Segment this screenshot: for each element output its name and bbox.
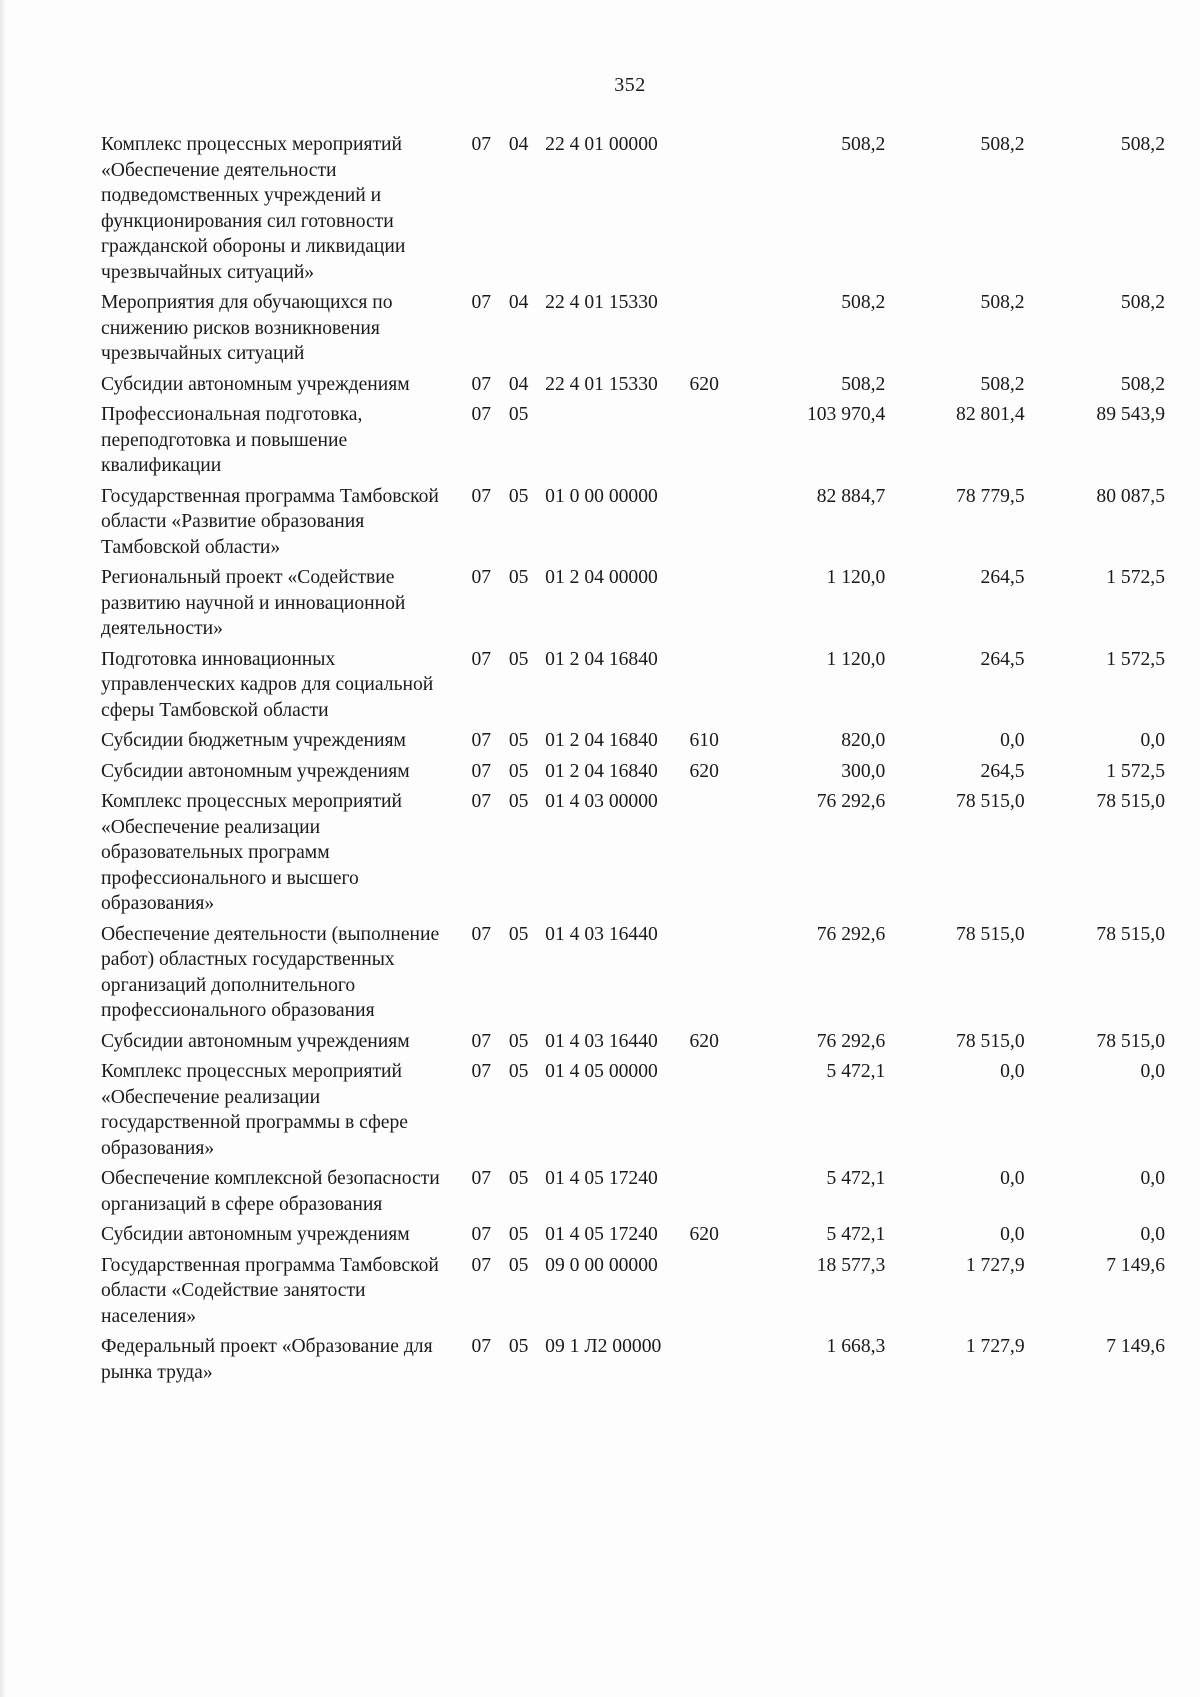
row-amount-year-1: 76 292,6 — [816, 1030, 886, 1052]
row-expense-type-code — [689, 1334, 739, 1390]
row-amount-year-2: 0,0 — [1000, 1061, 1025, 1082]
row-target-article-code — [545, 402, 689, 484]
row-expense-type-code — [689, 565, 739, 647]
row-target-article-code: 01 4 05 17240 — [545, 1168, 658, 1189]
row-expense-type-code — [689, 402, 739, 484]
row-name: Субсидии автономным учреждениям — [101, 760, 410, 782]
row-name: Мероприятия для обучающихся по снижению рисков возникновения чрезвычайных ситуаций — [101, 292, 393, 364]
row-expense-type-code — [689, 1166, 739, 1222]
row-target-article-code: 09 1 Л2 00000 — [545, 1336, 662, 1357]
row-target-article-code: 01 2 04 00000 — [545, 567, 658, 588]
row-amount-year-3: 508,2 — [1120, 292, 1165, 313]
row-section-code: 07 — [471, 373, 492, 395]
row-subsection-code: 05 — [508, 1224, 529, 1245]
row-name: Обеспечение деятельности (выполнение работ) областных государственных организаций дополнительного профессионального образования — [101, 923, 440, 1021]
row-amount-year-3: 508,2 — [1120, 373, 1165, 395]
row-subsection-code: 05 — [508, 791, 529, 812]
row-target-article-code: 22 4 01 15330 — [545, 373, 658, 395]
row-section-code: 07 — [471, 134, 492, 155]
row-name: Региональный проект «Содействие развитию научной и инновационной деятельности» — [101, 567, 406, 639]
row-amount-year-3: 80 087,5 — [1096, 485, 1165, 507]
row-amount-year-2: 0,0 — [1000, 1224, 1025, 1245]
row-amount-year-1: 300,0 — [841, 760, 886, 782]
row-name: Субсидии автономным учреждениям — [101, 1224, 410, 1245]
row-target-article-code: 01 2 04 16840 — [545, 730, 658, 751]
row-amount-year-2: 508,2 — [980, 292, 1025, 313]
row-subsection-code: 05 — [508, 760, 529, 782]
row-amount-year-2: 1 727,9 — [965, 1336, 1025, 1357]
row-amount-year-3: 78 515,0 — [1096, 791, 1165, 812]
row-subsection-code: 04 — [508, 134, 529, 155]
row-name: Обеспечение комплексной безопасности организаций в сфере образования — [101, 1168, 440, 1215]
row-target-article-code: 22 4 01 15330 — [545, 292, 658, 313]
row-amount-year-2: 78 515,0 — [956, 1030, 1025, 1052]
table-row — [101, 1166, 1165, 1222]
row-amount-year-3: 0,0 — [1140, 730, 1165, 751]
row-target-article-code: 01 0 00 00000 — [545, 485, 658, 507]
row-name: Государственная программа Тамбовской области «Развитие образования Тамбовской области» — [101, 485, 439, 558]
row-expense-type-code — [689, 484, 739, 566]
row-expense-type-code: 620 — [689, 1224, 719, 1245]
table-row — [101, 402, 1165, 484]
row-section-code: 07 — [471, 730, 492, 751]
row-amount-year-2: 78 515,0 — [956, 923, 1025, 945]
row-amount-year-2: 508,2 — [980, 373, 1025, 395]
row-amount-year-1: 76 292,6 — [816, 791, 886, 812]
row-target-article-code: 09 0 00 00000 — [545, 1254, 658, 1276]
row-target-article-code: 01 4 05 00000 — [545, 1061, 658, 1082]
budget-table — [101, 132, 1165, 1390]
row-subsection-code: 05 — [508, 1254, 529, 1276]
row-amount-year-2: 264,5 — [980, 760, 1025, 782]
row-name: Комплекс процессных мероприятий «Обеспечение реализации государственной программы в сфере образования» — [101, 1061, 408, 1159]
row-amount-year-2: 78 779,5 — [956, 485, 1025, 507]
table-row — [101, 484, 1165, 566]
row-amount-year-3: 78 515,0 — [1096, 923, 1165, 945]
row-subsection-code: 05 — [508, 404, 529, 425]
row-subsection-code: 05 — [508, 730, 529, 751]
row-amount-year-3: 7 149,6 — [1106, 1336, 1165, 1357]
row-target-article-code: 22 4 01 00000 — [545, 134, 658, 155]
row-target-article-code: 01 4 05 17240 — [545, 1224, 658, 1245]
row-section-code: 07 — [471, 1030, 492, 1052]
row-name: Комплекс процессных мероприятий «Обеспечение реализации образовательных программ профессионального и высшего образования» — [101, 791, 402, 914]
row-amount-year-2: 264,5 — [980, 648, 1025, 670]
row-section-code: 07 — [471, 1254, 492, 1276]
row-amount-year-3: 1 572,5 — [1106, 760, 1165, 782]
row-subsection-code: 04 — [508, 292, 529, 313]
row-subsection-code: 05 — [508, 1061, 529, 1082]
row-expense-type-code — [689, 647, 739, 729]
row-amount-year-2: 78 515,0 — [956, 791, 1025, 812]
row-name: Федеральный проект «Образование для рынка труда» — [101, 1336, 433, 1383]
table-row — [101, 759, 1165, 790]
row-amount-year-2: 264,5 — [980, 567, 1025, 588]
row-amount-year-3: 0,0 — [1140, 1168, 1165, 1189]
row-section-code: 07 — [471, 1336, 492, 1357]
row-expense-type-code: 620 — [689, 373, 719, 395]
table-body — [101, 132, 1165, 1390]
row-expense-type-code — [689, 789, 739, 922]
scan-edge-shadow — [0, 0, 6, 1697]
row-subsection-code: 05 — [508, 485, 529, 507]
table-row — [101, 647, 1165, 729]
row-name: Комплекс процессных мероприятий «Обеспечение деятельности подведомственных учреждений и функционирования сил готовности гражданской обороны и ликвидации чрезвычайных ситуаций» — [101, 134, 406, 283]
row-expense-type-code: 620 — [689, 1030, 719, 1052]
row-section-code: 07 — [471, 1061, 492, 1082]
row-section-code: 07 — [471, 1224, 492, 1245]
row-amount-year-1: 103 970,4 — [806, 404, 886, 425]
row-target-article-code: 01 4 03 00000 — [545, 791, 658, 812]
row-amount-year-3: 7 149,6 — [1106, 1254, 1165, 1276]
table-row — [101, 1029, 1165, 1060]
row-target-article-code: 01 2 04 16840 — [545, 648, 658, 670]
row-amount-year-1: 5 472,1 — [826, 1061, 886, 1082]
row-section-code: 07 — [471, 1168, 492, 1189]
row-name: Профессиональная подготовка, переподготовка и повышение квалификации — [101, 404, 363, 476]
row-amount-year-3: 1 572,5 — [1106, 567, 1165, 588]
row-expense-type-code: 610 — [689, 730, 719, 751]
row-section-code: 07 — [471, 404, 492, 425]
table-row — [101, 565, 1165, 647]
row-amount-year-1: 18 577,3 — [816, 1254, 886, 1276]
table-row — [101, 1253, 1165, 1335]
row-amount-year-3: 89 543,9 — [1096, 404, 1165, 425]
row-expense-type-code — [689, 132, 739, 290]
row-name: Субсидии автономным учреждениям — [101, 1030, 410, 1052]
row-section-code: 07 — [471, 760, 492, 782]
row-subsection-code: 05 — [508, 648, 529, 670]
row-amount-year-3: 0,0 — [1140, 1061, 1165, 1082]
table-row — [101, 132, 1165, 290]
table-row — [101, 1059, 1165, 1166]
row-expense-type-code: 620 — [689, 760, 719, 782]
row-target-article-code: 01 4 03 16440 — [545, 923, 658, 945]
table-row — [101, 922, 1165, 1029]
row-name: Субсидии бюджетным учреждениям — [101, 730, 406, 751]
row-amount-year-3: 0,0 — [1140, 1224, 1165, 1245]
row-expense-type-code — [689, 1253, 739, 1335]
row-subsection-code: 05 — [508, 1168, 529, 1189]
row-subsection-code: 05 — [508, 923, 529, 945]
row-target-article-code: 01 4 03 16440 — [545, 1030, 658, 1052]
row-amount-year-2: 0,0 — [1000, 1168, 1025, 1189]
row-amount-year-3: 1 572,5 — [1106, 648, 1165, 670]
row-section-code: 07 — [471, 567, 492, 588]
row-amount-year-1: 1 120,0 — [826, 567, 886, 588]
table-row — [101, 1334, 1165, 1390]
row-amount-year-1: 820,0 — [841, 730, 886, 751]
page-number: 352 — [614, 74, 646, 96]
row-name: Подготовка инновационных управленческих кадров для социальной сферы Тамбовской области — [101, 648, 434, 721]
row-expense-type-code — [689, 290, 739, 372]
row-amount-year-1: 82 884,7 — [816, 485, 886, 507]
row-amount-year-1: 508,2 — [841, 292, 886, 313]
row-amount-year-1: 508,2 — [841, 373, 886, 395]
row-section-code: 07 — [471, 923, 492, 945]
row-amount-year-1: 76 292,6 — [816, 923, 886, 945]
row-amount-year-2: 1 727,9 — [965, 1254, 1025, 1276]
row-amount-year-3: 78 515,0 — [1096, 1030, 1165, 1052]
row-section-code: 07 — [471, 648, 492, 670]
row-amount-year-3: 508,2 — [1120, 134, 1165, 155]
row-amount-year-1: 508,2 — [841, 134, 886, 155]
row-amount-year-2: 0,0 — [1000, 730, 1025, 751]
row-subsection-code: 05 — [508, 567, 529, 588]
row-amount-year-2: 82 801,4 — [956, 404, 1025, 425]
row-name: Государственная программа Тамбовской области «Содействие занятости населения» — [101, 1254, 439, 1327]
row-name: Субсидии автономным учреждениям — [101, 373, 410, 395]
row-amount-year-2: 508,2 — [980, 134, 1025, 155]
row-amount-year-1: 1 668,3 — [826, 1336, 886, 1357]
row-amount-year-1: 1 120,0 — [826, 648, 886, 670]
row-expense-type-code — [689, 1059, 739, 1166]
table-row — [101, 290, 1165, 372]
table-row — [101, 789, 1165, 922]
row-subsection-code: 05 — [508, 1030, 529, 1052]
row-target-article-code: 01 2 04 16840 — [545, 760, 658, 782]
table-row — [101, 1222, 1165, 1253]
row-section-code: 07 — [471, 292, 492, 313]
table-row — [101, 372, 1165, 403]
row-amount-year-1: 5 472,1 — [826, 1168, 886, 1189]
row-amount-year-1: 5 472,1 — [826, 1224, 886, 1245]
row-section-code: 07 — [471, 485, 492, 507]
row-subsection-code: 05 — [508, 1336, 529, 1357]
row-section-code: 07 — [471, 791, 492, 812]
row-expense-type-code — [689, 922, 739, 1029]
row-subsection-code: 04 — [508, 373, 529, 395]
table-row — [101, 728, 1165, 759]
